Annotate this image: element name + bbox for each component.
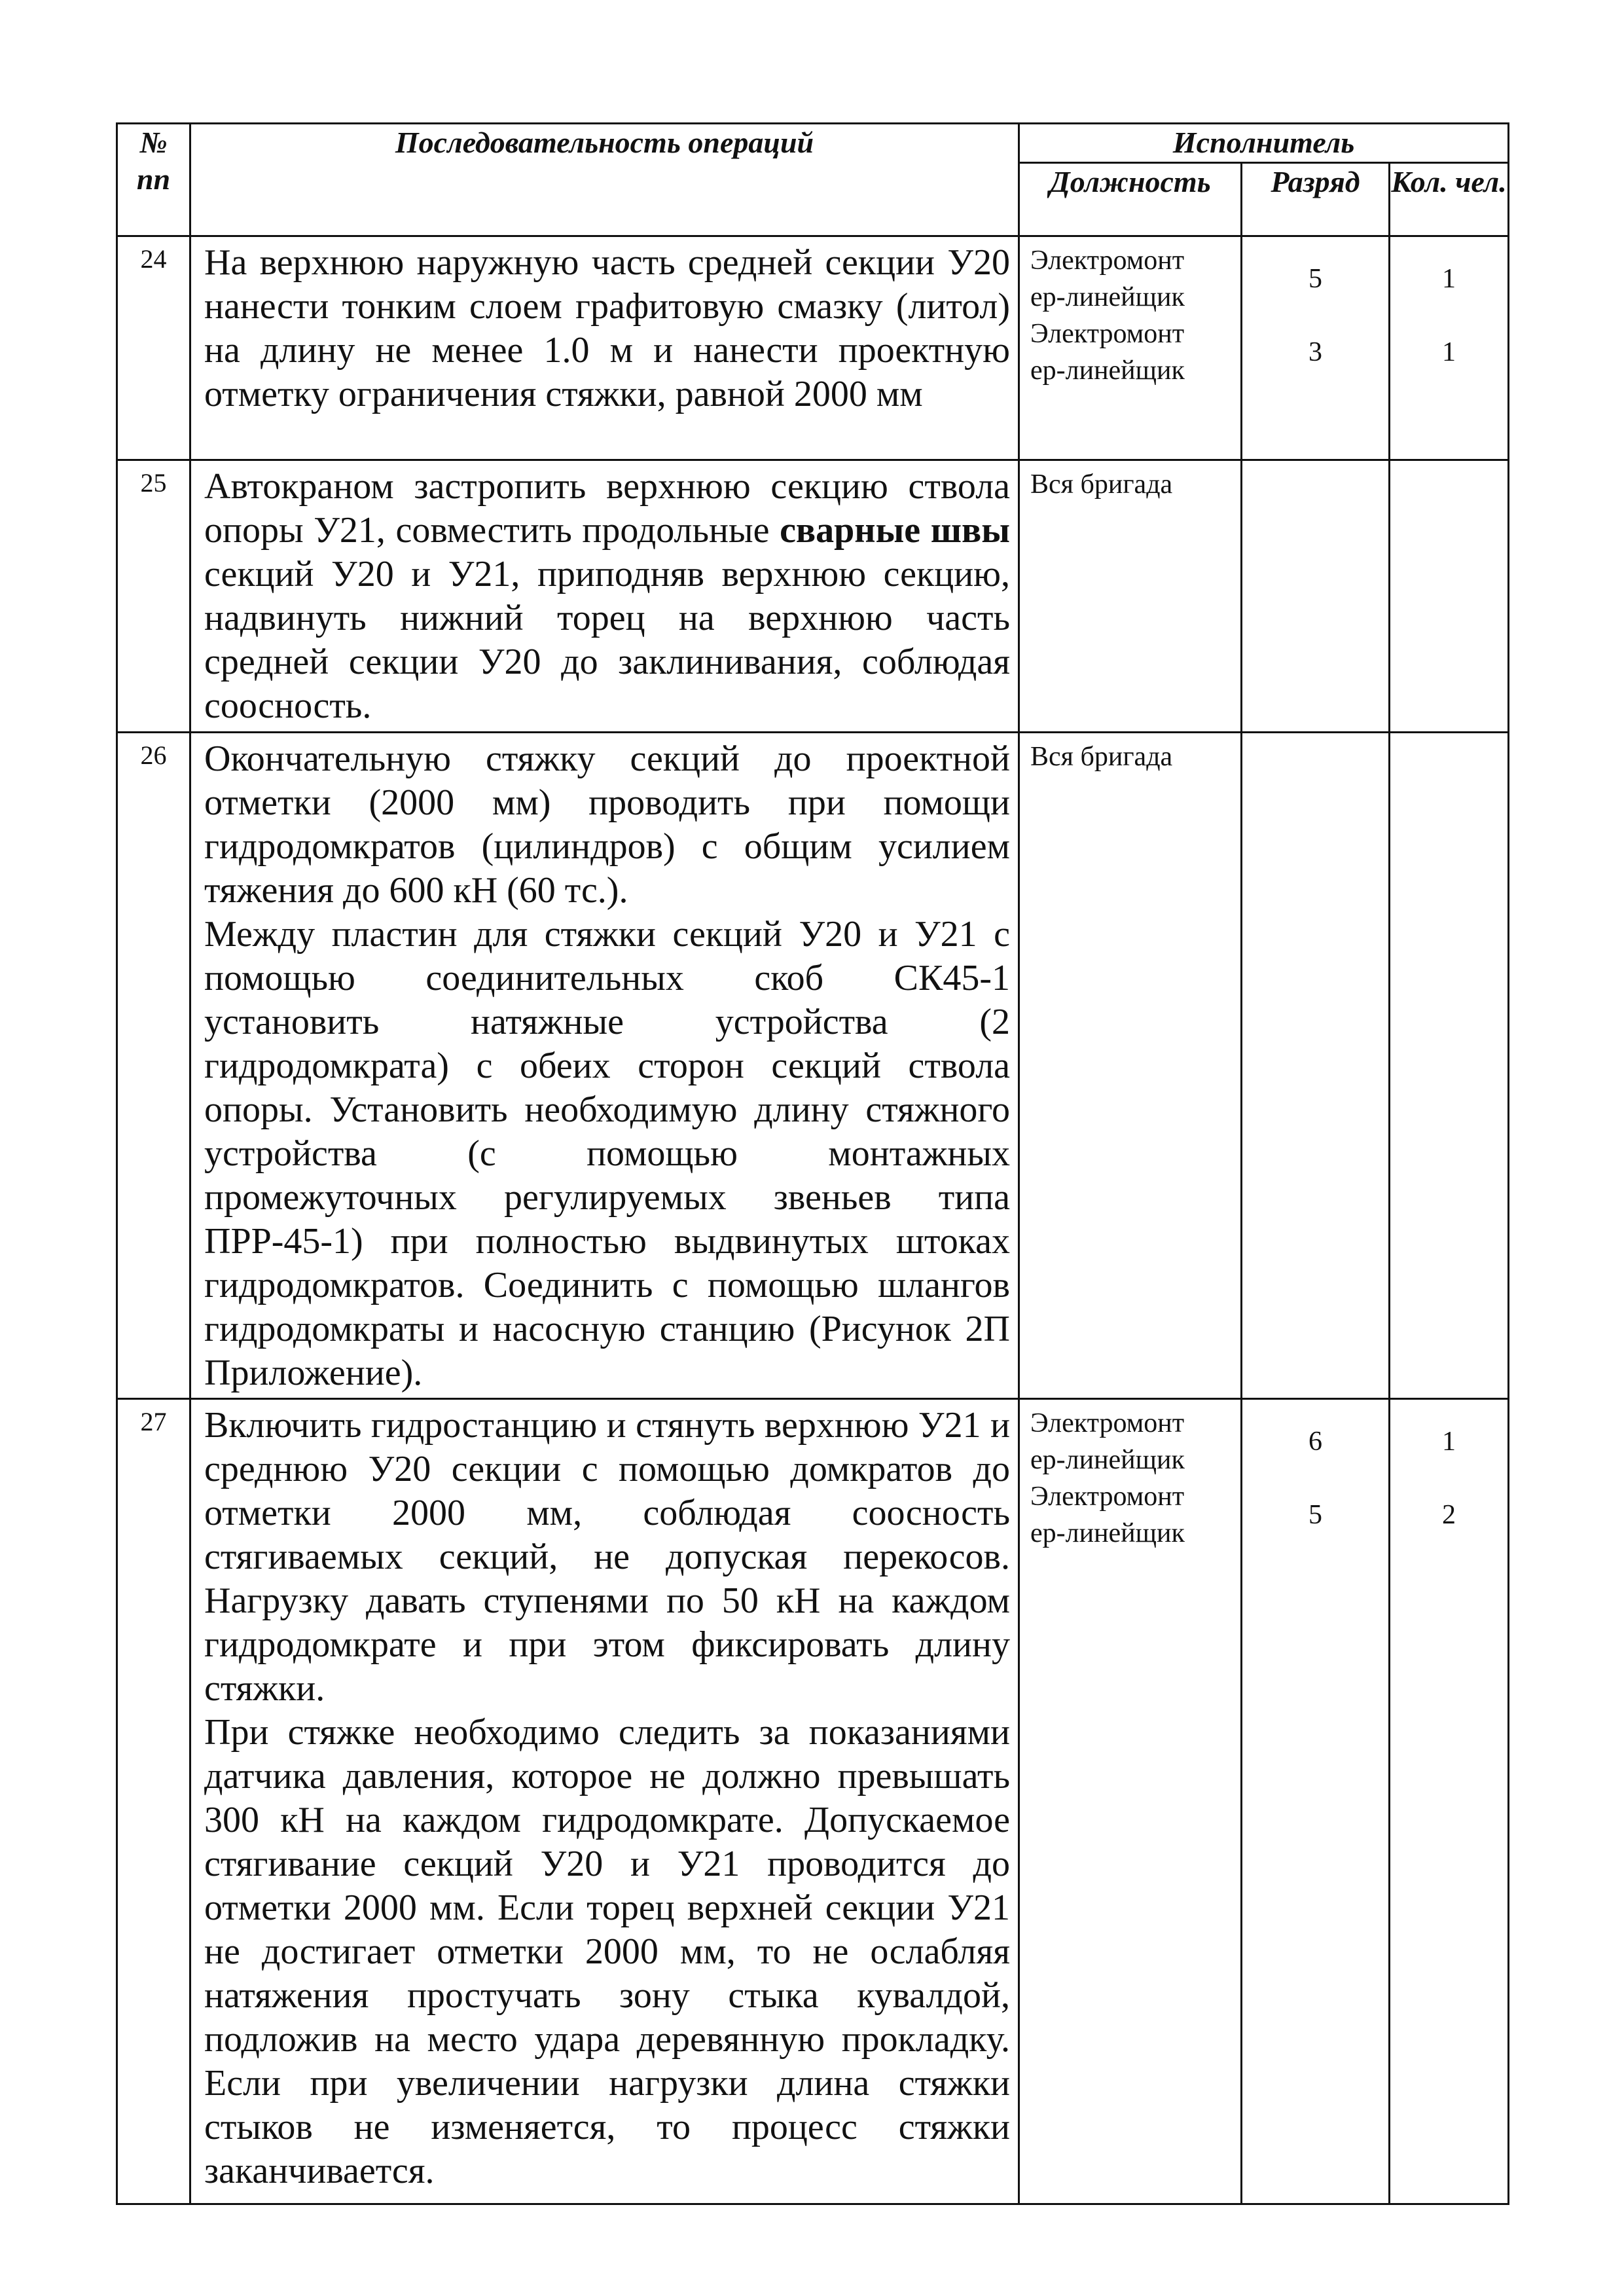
count-value: 2 (1442, 1500, 1456, 1530)
rank-value: 5 (1308, 264, 1322, 294)
table-row (117, 236, 1509, 460)
table-row (117, 1399, 1509, 2204)
rank-cell (1242, 1399, 1390, 2204)
row-number: 25 (117, 460, 190, 733)
operation-paragraph: При стяжке необходимо следить за показаниями датчика давления, которое не должно превышать 300 кН на каждом гидродомкрате. Допускаемое стягивание секций У20 и У21 проводится до отметки 2000 мм. Если торец верхней секции У21 не достигает отметки 2000 мм, то не ослабляя натяжения простучать зону стыка кувалдой, подложив на место удара деревянную прокладку. Если при увеличении нагрузки длина стяжки стыков не изменяется, то процесс стяжки заканчивается. (204, 1712, 1010, 2191)
operation-paragraph (204, 465, 1010, 728)
count-cell (1390, 1399, 1509, 2204)
rank-value: 5 (1308, 1500, 1322, 1530)
header-num-pp: пп (136, 162, 171, 196)
operation-text-part: секций У20 и У21, приподняв верхнюю секцию, надвинуть нижний торец на верхнюю часть средней секции У20 до заклинивания, соблюдая соосность. (204, 554, 1010, 726)
rank-value: 3 (1308, 337, 1322, 367)
count-value: 1 (1442, 1427, 1456, 1457)
position-line: ер-линейщик (1030, 1445, 1185, 1475)
position-line: ер-линейщик (1030, 1518, 1185, 1548)
header-position: Должность (1019, 163, 1242, 236)
position-cell (1019, 236, 1242, 460)
header-num (117, 124, 190, 236)
position-line: Вся бригада (1030, 469, 1173, 500)
table-row (117, 733, 1509, 1399)
count-cell (1390, 236, 1509, 460)
header-num-symbol: № (139, 126, 168, 159)
position-line: Электромонт (1030, 246, 1185, 276)
table-row (117, 460, 1509, 733)
position-cell (1019, 733, 1242, 1399)
operation-paragraph: Включить гидростанцию и стянуть верхнюю У21 и среднюю У20 секции с помощью домкратов до отметки 2000 мм, соблюдая соосность стягиваемых секций, не допуская перекосов. Нагрузку давать ступенями по 50 кН на каждом гидродомкрате и при этом фиксировать длину стяжки. (204, 1405, 1010, 1709)
position-line: ер-линейщик (1030, 282, 1185, 312)
position-line: ер-линейщик (1030, 355, 1185, 386)
count-cell (1390, 733, 1509, 1399)
operation-paragraph: На верхнюю наружную часть средней секции У20 нанести тонким слоем графитовую смазку (литол) на длину не менее 1.0 м и нанести проектную отметку ограничения стяжки, равной 2000 мм (204, 242, 1010, 414)
count-value: 1 (1442, 264, 1456, 294)
rank-cell (1242, 460, 1390, 733)
row-number: 26 (117, 733, 190, 1399)
operation-text (190, 1399, 1019, 2204)
count-cell (1390, 460, 1509, 733)
header-count: Кол. чел. (1390, 163, 1509, 236)
position-line: Электромонт (1030, 319, 1185, 349)
header-rank: Разряд (1242, 163, 1390, 236)
operation-paragraph: Окончательную стяжку секций до проектной отметки (2000 мм) проводить при помощи гидродомкратов (цилиндров) с общим усилием тяжения до 600 кН (60 тс.). (204, 738, 1010, 911)
count-value: 1 (1442, 337, 1456, 367)
position-cell (1019, 460, 1242, 733)
rank-cell (1242, 236, 1390, 460)
header-operations: Последовательность операций (190, 124, 1019, 236)
operation-paragraph: Между пластин для стяжки секций У20 и У21 с помощью соединительных скоб СК45-1 установить натяжные устройства (2 гидродомкрата) с обеих сторон секций ствола опоры. Установить необходимую длину стяжного устройства (с помощью монтажных промежуточных регулируемых звеньев типа ПРР-45-1) при полностью выдвинутых штоках гидродомкратов. Соединить с помощью шлангов гидродомкраты и насосную станцию (Рисунок 2П Приложение). (204, 914, 1010, 1393)
position-line: Электромонт (1030, 1408, 1185, 1438)
operations-table (116, 122, 1509, 2205)
rank-cell (1242, 733, 1390, 1399)
operation-text (190, 733, 1019, 1399)
operation-text-bold: сварные швы (780, 510, 1010, 551)
operation-text (190, 236, 1019, 460)
row-number: 27 (117, 1399, 190, 2204)
header-executor: Исполнитель (1019, 124, 1509, 163)
row-number: 24 (117, 236, 190, 460)
operation-text-part: Автокраном застропить верхнюю секцию ствола опоры У21, совместить продольные (204, 466, 1010, 551)
position-cell (1019, 1399, 1242, 2204)
operation-text (190, 460, 1019, 733)
position-line: Электромонт (1030, 1482, 1185, 1512)
header-row-1 (117, 124, 1509, 163)
rank-value: 6 (1308, 1427, 1322, 1457)
position-line: Вся бригада (1030, 742, 1173, 772)
